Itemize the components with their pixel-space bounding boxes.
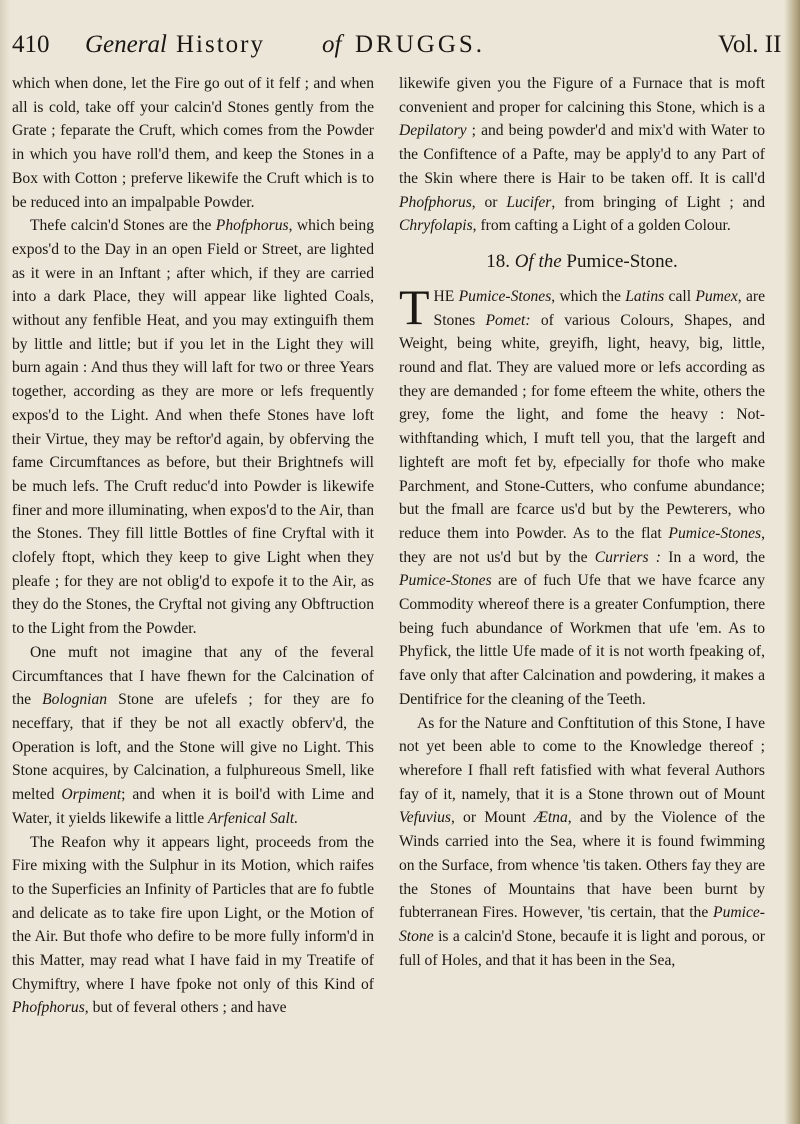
header-general: General [85,31,167,58]
left-column [12,72,374,1020]
page-edge-left [0,0,10,1124]
paragraph: THE Pumice-Stones, which the Latins call Pumex, are Stones Pomet: of various Colours, Shapes, and Weight, being white, greyifh, light, heavy, big, little, round and flat. They are valued more or lefs according as they are demanded ; for fome efteem the white, others the grey, fome the light, and fome the heavy : Notwithftanding which, I muft tell you, that the largeft and lighteft are moft fet by, efpecially for thofe who make Parchment, and Stone-Cutters, who confume abundance; but the fmall are fcarce us'd but by the Pewterers, who reduce them into Powder. As to the flat Pumice-Stones, they are not us'd but by the Curriers : In a word, the Pumice-Stones are of fuch Ufe that we have fcarce any Commodity whereof there is a greater Confumption, there being fuch abundance of Workmen that ufe 'em. As to Phyfick, the little Ufe made of it is not worth fpeaking of, fave only that after Calcination and powdering, it makes a Dentifrice for the cleaning of the Teeth. [399,278,765,708]
header-volume: Vol. II [718,31,782,58]
paragraph: As for the Nature and Conftitution of this Stone, I have not yet been able to come to the Knowledge thereof ; wherefore I fhall reft fatisfied with what feveral Authors fay of it, namely, that it is a Stone thrown out of Mount Vefuvius, or Mount Ætna, and by the Violence of the Winds carried into the Sea, where it is found fwimming on the Surface, from whence 'tis taken. Others fay they are the Stones of Mountains that have been burnt by fubterranean Fires. However, 'tis certain, that the Pumice-Stone is a calcin'd Stone, becaufe it is light and porous, or full of Holes, and that it has been in the Sea, [399,714,766,969]
drop-cap: T [399,278,430,335]
paragraph: One muft not imagine that any of the feveral Circumftances that I have fhewn for the Calcination of the Bolognian Stone are ufelefs ; for they are fo neceffary, that if they be not all exactly obferv'd, the Operation is loft, and the Stone will give no Light. This Stone acquires, by Calcination, a fulphureous Smell, like melted Orpiment; and when it is boil'd with Lime and Water, it yields likewife a little Arfenical Salt. [12,643,374,827]
header-of: of [322,31,342,58]
running-header [12,20,784,70]
right-column [399,72,765,972]
paragraph: Thefe calcin'd Stones are the Phofphorus, which being expos'd to the Day in an open Field or Street, are lighted as it were in an Inftant ; after which, if they are carried into a dark Place, they will appear like lighted Coals, without any fenfible Heat, and you may extinguifh them by little and little; but if you let in the Light they will burn again : And thus they will laft for two or three Years together, according as they are more or lefs frequently expos'd to the Light. And when thefe Stones have loft their Virtue, they may be reftor'd again, by obferving the fame Circumftances as before, but their Brightnefs will be much lefs. The Cruft reduc'd into Powder is likewife finer and more illuminating, when expos'd to the Air, than the Stones. They fill little Bottles of fine Cryftal with it clofely ftopt, which they keep to give Light when they pleafe ; for they are not oblig'd to expofe it to the Air, as they do the Stones, the Cryftal not giving any Obftruction to the Light from the Powder. [12,217,374,638]
paragraph: which when done, let the Fire go out of it felf ; and when all is cold, take off your calcin'd Stones gently from the Grate ; feparate the Cruft, which comes from the Powder in which you have roll'd them, and keep the Stones in a Box with Cotton ; preferve likewife the Cruft which is to be reduced into an impalpable Powder. [12,75,374,211]
paragraph: likewife given you the Figure of a Furnace that is moft convenient and proper for calcining this Stone, which is a Depilatory ; and being powder'd and mix'd with Water to the Confiftence of a Pafte, may be apply'd to any Part of the Skin where there is Hair to be taken off. It is call'd Phofphorus, or Lucifer, from bringing of Light ; and Chryfolapis, from cafting a Light of a golden Colour. [399,75,765,235]
paragraph: The Reafon why it appears light, proceeds from the Fire mixing with the Sulphur in its Motion, which raifes to the Superficies an Infinity of Particles that are fo fubtle and delicate as to take fire upon Light, or the Motion of the Air. But thofe who defire to be more fully inform'd in this Matter, may read what I have faid in my Treatife of Chymiftry, where I have fpoke not only of this Kind of Phofphorus, but of feveral others ; and have [12,833,374,1017]
page-edge-right [784,0,800,1124]
header-druggs: DRUGGS. [355,31,486,58]
header-history: History [176,31,265,58]
page-number: 410 [12,31,50,58]
section-heading: 18. Of the Pumice-Stone. [486,250,678,272]
